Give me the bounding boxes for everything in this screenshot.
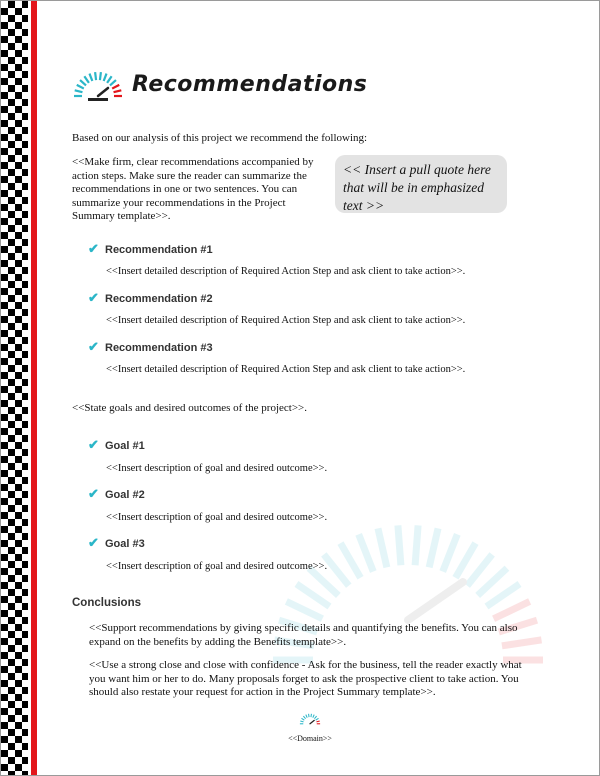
check-icon: ✔ [88, 535, 99, 550]
gauge-tick [306, 715, 307, 718]
title-row [72, 68, 452, 108]
recommendation-description: <<Insert detailed description of Required Action Step and ask client to take action>>. [106, 266, 466, 277]
gauge-tick [112, 85, 119, 89]
conclusions-heading: Conclusions [72, 597, 142, 609]
gauge-tick [300, 721, 303, 722]
conclusions-paragraph-1: <<Support recommendations by giving specific details and quantifying the benefits. You can also expand on the benefits by adding the Benefits template>>. [89, 622, 518, 648]
speedometer-icon [298, 712, 322, 728]
gauge-tick [95, 72, 96, 80]
intro-text: Based on our analysis of this project we recommend the following: [72, 132, 368, 144]
gauge-tick [456, 543, 476, 578]
check-icon: ✔ [88, 437, 99, 452]
check-icon: ✔ [88, 290, 99, 305]
gauge-tick [359, 534, 374, 571]
pull-quote: << Insert a pull quote here that will be in emphasized text >> [335, 155, 507, 213]
gauge-tick [286, 601, 322, 618]
recommendation-label: Recommendation #3 [105, 342, 213, 354]
gauge-tick [114, 90, 122, 92]
gauge-tick [100, 72, 101, 80]
gauge-tick [104, 74, 107, 81]
goal-description: <<Insert description of goal and desired outcome>>. [106, 463, 328, 474]
gauge-tick [398, 525, 401, 565]
speedometer-icon [72, 68, 124, 106]
recommendation-label: Recommendation #2 [105, 293, 213, 305]
goals-intro: <<State goals and desired outcomes of the project>>. [72, 402, 307, 414]
checkered-border [1, 1, 28, 775]
recommendation-description: <<Insert detailed description of Required Action Step and ask client to take action>>. [106, 364, 466, 375]
footer-domain: <<Domain>> [288, 734, 332, 743]
gauge-tick [341, 543, 361, 578]
recommendation-label: Recommendation #1 [105, 244, 213, 256]
check-icon: ✔ [88, 241, 99, 256]
gauge-tick [316, 718, 319, 720]
gauge-tick [314, 716, 316, 719]
gauge-tick [110, 80, 116, 85]
page-title: Recommendations [132, 72, 368, 97]
gauge-tick [84, 76, 89, 83]
goal-item [88, 486, 145, 502]
goal-label: Goal #3 [105, 538, 145, 550]
gauge-tick [415, 525, 418, 565]
footer [270, 712, 350, 746]
check-icon: ✔ [88, 339, 99, 354]
gauge-tick [107, 76, 112, 83]
gauge-tick [75, 90, 83, 92]
gauge-tick [378, 528, 387, 567]
recommendation-item [88, 290, 213, 306]
goal-description: <<Insert description of goal and desired outcome>>. [106, 561, 328, 572]
red-stripe [31, 1, 37, 775]
gauge-tick [313, 715, 314, 718]
goal-item [88, 535, 145, 551]
conclusions-paragraph-2: <<Use a strong close and close with confidence - Ask for the business, tell the reader exactly what you want him or her to do. Many proposals forget to ask the prospective client to take action. You should also restate your request for action in the Project Summary template>>. [89, 659, 522, 698]
gauge-tick [89, 74, 92, 81]
goal-item [88, 437, 145, 453]
lead-paragraph: <<Make firm, clear recommendations accompanied by action steps. Make sure the reader can summarize the recommendations in one or two sentences. You can summarize your recommendations in the Project Summary template>>. [72, 156, 314, 222]
goal-label: Goal #2 [105, 489, 145, 501]
gauge-tick [80, 80, 86, 85]
gauge-tick [443, 534, 458, 571]
check-icon: ✔ [88, 486, 99, 501]
gauge-tick [301, 718, 304, 720]
goal-label: Goal #1 [105, 440, 145, 452]
gauge-tick [494, 601, 530, 618]
gauge-tick [316, 721, 319, 722]
recommendation-item [88, 241, 213, 257]
recommendation-item [88, 339, 213, 355]
gauge-tick [429, 528, 438, 567]
gauge-tick [303, 716, 305, 719]
goal-description: <<Insert description of goal and desired outcome>>. [106, 512, 328, 523]
recommendation-description: <<Insert detailed description of Required Action Step and ask client to take action>>. [106, 315, 466, 326]
gauge-tick [77, 85, 84, 89]
